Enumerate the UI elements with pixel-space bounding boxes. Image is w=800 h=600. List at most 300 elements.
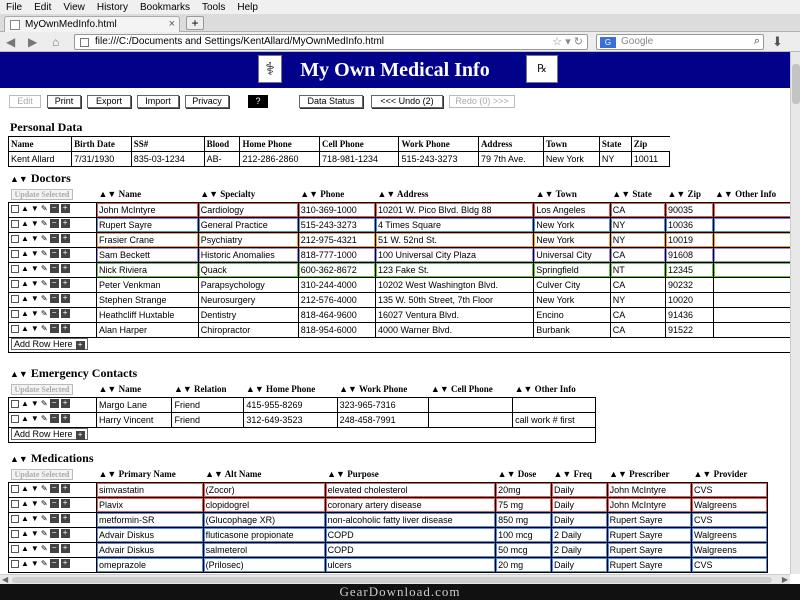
- table-cell[interactable]: (Glucophage XR): [203, 512, 325, 527]
- table-cell[interactable]: COPD: [325, 527, 496, 542]
- add-row-icon[interactable]: +: [61, 414, 70, 423]
- google-icon[interactable]: G: [600, 37, 616, 48]
- table-cell[interactable]: Rupert Sayre: [607, 542, 691, 557]
- move-down-icon[interactable]: ▼: [30, 529, 39, 539]
- select-checkbox[interactable]: [11, 545, 19, 553]
- new-tab-button[interactable]: +: [186, 16, 204, 30]
- move-up-icon[interactable]: ▲: [21, 249, 29, 259]
- table-cell[interactable]: CA: [610, 307, 665, 322]
- add-row-icon[interactable]: +: [61, 324, 70, 333]
- table-cell[interactable]: 850 mg: [496, 512, 552, 527]
- table-cell[interactable]: call work # first: [513, 412, 596, 427]
- table-cell[interactable]: Heathcliff Huxtable: [97, 307, 199, 322]
- table-cell[interactable]: Walgreens: [692, 497, 768, 512]
- select-checkbox[interactable]: [11, 415, 19, 423]
- sort-icon[interactable]: ▲▼: [693, 469, 714, 480]
- delete-row-icon[interactable]: −: [50, 279, 59, 288]
- sort-icon[interactable]: ▲▼: [339, 384, 360, 395]
- table-cell[interactable]: Daily: [551, 497, 607, 512]
- edit-pencil-icon[interactable]: ✎: [40, 204, 48, 214]
- sort-icon[interactable]: ▲▼: [300, 189, 321, 200]
- table-cell[interactable]: [713, 307, 790, 322]
- move-up-icon[interactable]: ▲: [21, 544, 29, 554]
- column-header[interactable]: [375, 187, 533, 202]
- column-header[interactable]: [244, 382, 337, 397]
- table-cell[interactable]: 515-243-3273: [298, 217, 375, 232]
- edit-button[interactable]: Edit: [9, 95, 41, 108]
- add-row-icon[interactable]: +: [61, 559, 70, 568]
- move-up-icon[interactable]: ▲: [21, 309, 29, 319]
- edit-pencil-icon[interactable]: ✎: [40, 309, 48, 319]
- table-cell[interactable]: CA: [610, 202, 665, 217]
- sort-icon[interactable]: ▲▼: [667, 189, 688, 200]
- delete-row-icon[interactable]: −: [50, 219, 59, 228]
- column-header[interactable]: [665, 187, 713, 202]
- table-cell[interactable]: 16027 Ventura Blvd.: [375, 307, 533, 322]
- table-cell[interactable]: 10201 W. Pico Blvd. Bldg 88: [375, 202, 533, 217]
- add-row-icon[interactable]: +: [61, 204, 70, 213]
- table-cell[interactable]: 20mg: [496, 482, 552, 497]
- table-cell[interactable]: Springfield: [534, 262, 611, 277]
- delete-row-icon[interactable]: −: [50, 294, 59, 303]
- delete-row-icon[interactable]: −: [50, 204, 59, 213]
- sort-icon[interactable]: ▲▼: [205, 469, 225, 480]
- table-cell[interactable]: 718-981-1234: [319, 152, 398, 167]
- edit-pencil-icon[interactable]: ✎: [40, 279, 48, 289]
- table-cell[interactable]: 2 Daily: [551, 542, 607, 557]
- column-header[interactable]: [198, 187, 298, 202]
- select-checkbox[interactable]: [11, 250, 19, 258]
- move-up-icon[interactable]: ▲: [21, 324, 29, 334]
- select-checkbox[interactable]: [11, 235, 19, 243]
- menu-edit[interactable]: Edit: [34, 1, 52, 13]
- table-cell[interactable]: [713, 247, 790, 262]
- column-header[interactable]: [496, 467, 552, 482]
- table-cell[interactable]: elevated cholesterol: [325, 482, 496, 497]
- table-cell[interactable]: 20 mg: [496, 557, 552, 572]
- table-cell[interactable]: 7/31/1930: [72, 152, 132, 167]
- table-cell[interactable]: New York: [534, 292, 611, 307]
- select-checkbox[interactable]: [11, 310, 19, 318]
- table-cell[interactable]: 100 Universal City Plaza: [375, 247, 533, 262]
- table-cell[interactable]: Walgreens: [692, 542, 768, 557]
- update-selected-button[interactable]: Update Selected: [11, 189, 74, 200]
- move-down-icon[interactable]: ▼: [30, 544, 39, 554]
- sort-icon[interactable]: ▲▼: [377, 189, 398, 200]
- scroll-right-icon[interactable]: ▶: [781, 575, 788, 584]
- table-cell[interactable]: Encino: [534, 307, 611, 322]
- table-cell[interactable]: [713, 202, 790, 217]
- table-cell[interactable]: salmeterol: [203, 542, 325, 557]
- table-cell[interactable]: 10011: [631, 152, 669, 167]
- update-selected-button[interactable]: Update Selected: [11, 469, 74, 480]
- table-cell[interactable]: 12345: [665, 262, 713, 277]
- sort-icon[interactable]: ▲▼: [245, 384, 266, 395]
- table-cell[interactable]: [713, 292, 790, 307]
- table-cell[interactable]: [713, 322, 790, 337]
- table-cell[interactable]: Nick Riviera: [97, 262, 199, 277]
- sort-icon[interactable]: ▲▼: [10, 454, 28, 464]
- table-cell[interactable]: 10019: [665, 232, 713, 247]
- table-cell[interactable]: Alan Harper: [97, 322, 199, 337]
- table-cell[interactable]: 310-369-1000: [298, 202, 375, 217]
- table-cell[interactable]: Rupert Sayre: [607, 527, 691, 542]
- sort-icon[interactable]: ▲▼: [497, 469, 518, 480]
- add-row-icon[interactable]: +: [61, 399, 70, 408]
- select-checkbox[interactable]: [11, 500, 19, 508]
- edit-pencil-icon[interactable]: ✎: [40, 414, 48, 424]
- edit-pencil-icon[interactable]: ✎: [40, 324, 48, 334]
- table-cell[interactable]: 818-954-6000: [298, 322, 375, 337]
- edit-pencil-icon[interactable]: ✎: [40, 249, 48, 259]
- add-row-icon[interactable]: +: [61, 264, 70, 273]
- table-cell[interactable]: Universal City: [534, 247, 611, 262]
- table-cell[interactable]: Rupert Sayre: [607, 512, 691, 527]
- reload-icon[interactable]: ☆ ▾ ↻: [552, 36, 583, 48]
- table-cell[interactable]: NY: [599, 152, 631, 167]
- edit-pencil-icon[interactable]: ✎: [40, 294, 48, 304]
- table-cell[interactable]: 212-576-4000: [298, 292, 375, 307]
- move-down-icon[interactable]: ▼: [30, 484, 39, 494]
- import-button[interactable]: Import: [137, 95, 179, 108]
- edit-pencil-icon[interactable]: ✎: [40, 559, 48, 569]
- close-tab-icon[interactable]: ×: [168, 18, 175, 30]
- move-down-icon[interactable]: ▼: [30, 264, 39, 274]
- table-cell[interactable]: 415-955-8269: [244, 397, 337, 412]
- table-cell[interactable]: 2 Daily: [551, 527, 607, 542]
- url-bar[interactable]: [74, 34, 588, 50]
- column-header[interactable]: [97, 467, 204, 482]
- delete-row-icon[interactable]: −: [50, 399, 59, 408]
- select-checkbox[interactable]: [11, 265, 19, 273]
- add-row-here-button[interactable]: [11, 428, 88, 440]
- table-cell[interactable]: 312-649-3523: [244, 412, 337, 427]
- edit-pencil-icon[interactable]: ✎: [40, 544, 48, 554]
- move-down-icon[interactable]: ▼: [30, 309, 39, 319]
- table-cell[interactable]: John McIntyre: [607, 482, 691, 497]
- table-cell[interactable]: NY: [610, 217, 665, 232]
- table-cell[interactable]: 835-03-1234: [131, 152, 204, 167]
- table-cell[interactable]: 310-244-4000: [298, 277, 375, 292]
- move-up-icon[interactable]: ▲: [21, 529, 29, 539]
- table-cell[interactable]: CVS: [692, 512, 768, 527]
- table-cell[interactable]: Harry Vincent: [97, 412, 172, 427]
- table-cell[interactable]: Friend: [172, 412, 244, 427]
- sort-icon[interactable]: ▲▼: [430, 384, 451, 395]
- scroll-left-icon[interactable]: ◀: [2, 575, 9, 584]
- table-cell[interactable]: Los Angeles: [534, 202, 611, 217]
- table-cell[interactable]: (Prilosec): [203, 557, 325, 572]
- move-up-icon[interactable]: ▲: [21, 219, 29, 229]
- table-cell[interactable]: Cardiology: [198, 202, 298, 217]
- table-cell[interactable]: 100 mcg: [496, 527, 552, 542]
- column-header[interactable]: [97, 187, 199, 202]
- move-up-icon[interactable]: ▲: [21, 399, 29, 409]
- move-down-icon[interactable]: ▼: [30, 219, 39, 229]
- move-down-icon[interactable]: ▼: [30, 279, 39, 289]
- move-down-icon[interactable]: ▼: [30, 234, 39, 244]
- add-row-icon[interactable]: +: [61, 529, 70, 538]
- move-up-icon[interactable]: ▲: [21, 279, 29, 289]
- table-cell[interactable]: CA: [610, 277, 665, 292]
- edit-pencil-icon[interactable]: ✎: [40, 264, 48, 274]
- sort-icon[interactable]: ▲▼: [715, 189, 736, 200]
- table-cell[interactable]: omeprazole: [97, 557, 204, 572]
- table-cell[interactable]: CA: [610, 247, 665, 262]
- table-cell[interactable]: CA: [610, 322, 665, 337]
- delete-row-icon[interactable]: −: [50, 234, 59, 243]
- table-cell[interactable]: NY: [610, 292, 665, 307]
- move-down-icon[interactable]: ▼: [30, 514, 39, 524]
- help-button[interactable]: ?: [248, 95, 268, 108]
- home-icon[interactable]: ⌂: [52, 35, 60, 49]
- delete-row-icon[interactable]: −: [50, 264, 59, 273]
- table-cell[interactable]: simvastatin: [97, 482, 204, 497]
- table-cell[interactable]: Kent Allard: [9, 152, 72, 167]
- table-cell[interactable]: [713, 232, 790, 247]
- undo-button[interactable]: <<< Undo (2): [371, 95, 443, 108]
- scroll-thumb[interactable]: [792, 64, 800, 104]
- column-header[interactable]: [551, 467, 607, 482]
- move-up-icon[interactable]: ▲: [21, 234, 29, 244]
- delete-row-icon[interactable]: −: [50, 559, 59, 568]
- column-header[interactable]: [513, 382, 596, 397]
- move-up-icon[interactable]: ▲: [21, 484, 29, 494]
- browser-tab[interactable]: [4, 16, 180, 32]
- table-cell[interactable]: 4 Times Square: [375, 217, 533, 232]
- sort-icon[interactable]: ▲▼: [98, 384, 119, 395]
- column-header[interactable]: [337, 382, 429, 397]
- update-selected-button[interactable]: Update Selected: [11, 384, 74, 395]
- add-row-here-button[interactable]: [11, 338, 88, 350]
- redo-button[interactable]: Redo (0) >>>: [449, 95, 515, 108]
- column-header[interactable]: [97, 382, 172, 397]
- table-cell[interactable]: Dentistry: [198, 307, 298, 322]
- sort-icon[interactable]: ▲▼: [200, 189, 221, 200]
- select-checkbox[interactable]: [11, 400, 19, 408]
- print-button[interactable]: Print: [47, 95, 81, 108]
- table-cell[interactable]: 248-458-7991: [337, 412, 429, 427]
- sort-icon[interactable]: ▲▼: [173, 384, 195, 395]
- move-up-icon[interactable]: ▲: [21, 294, 29, 304]
- table-cell[interactable]: 10202 West Washington Blvd.: [375, 277, 533, 292]
- table-cell[interactable]: Culver City: [534, 277, 611, 292]
- menu-bookmarks[interactable]: Bookmarks: [139, 1, 190, 13]
- move-down-icon[interactable]: ▼: [30, 414, 39, 424]
- sort-icon[interactable]: ▲▼: [98, 189, 119, 200]
- sort-icon[interactable]: ▲▼: [553, 469, 574, 480]
- table-cell[interactable]: Burbank: [534, 322, 611, 337]
- table-cell[interactable]: non-alcoholic fatty liver disease: [325, 512, 496, 527]
- table-cell[interactable]: Daily: [551, 482, 607, 497]
- edit-pencil-icon[interactable]: ✎: [40, 499, 48, 509]
- add-row-icon[interactable]: +: [61, 219, 70, 228]
- table-cell[interactable]: [713, 277, 790, 292]
- menu-file[interactable]: File: [6, 1, 23, 13]
- add-row-icon[interactable]: +: [61, 514, 70, 523]
- column-header[interactable]: [203, 467, 325, 482]
- add-row-icon[interactable]: +: [61, 544, 70, 553]
- add-row-icon[interactable]: +: [61, 249, 70, 258]
- delete-row-icon[interactable]: −: [50, 499, 59, 508]
- table-cell[interactable]: Chiropractor: [198, 322, 298, 337]
- table-cell[interactable]: Neurosurgery: [198, 292, 298, 307]
- delete-row-icon[interactable]: −: [50, 309, 59, 318]
- add-row-icon[interactable]: +: [61, 279, 70, 288]
- table-cell[interactable]: 600-362-8672: [298, 262, 375, 277]
- privacy-button[interactable]: Privacy: [185, 95, 229, 108]
- move-up-icon[interactable]: ▲: [21, 264, 29, 274]
- move-up-icon[interactable]: ▲: [21, 204, 29, 214]
- table-cell[interactable]: metformin-SR: [97, 512, 204, 527]
- table-cell[interactable]: 4000 Warner Blvd.: [375, 322, 533, 337]
- table-cell[interactable]: Walgreens: [692, 527, 768, 542]
- export-button[interactable]: Export: [87, 95, 131, 108]
- table-cell[interactable]: 91436: [665, 307, 713, 322]
- table-cell[interactable]: Frasier Crane: [97, 232, 199, 247]
- table-cell[interactable]: Psychiatry: [198, 232, 298, 247]
- move-up-icon[interactable]: ▲: [21, 414, 29, 424]
- data-status-button[interactable]: Data Status: [299, 95, 363, 108]
- move-up-icon[interactable]: ▲: [21, 514, 29, 524]
- table-cell[interactable]: 79 7th Ave.: [478, 152, 543, 167]
- move-up-icon[interactable]: ▲: [21, 559, 29, 569]
- table-cell[interactable]: ulcers: [325, 557, 496, 572]
- column-header[interactable]: [607, 467, 691, 482]
- edit-pencil-icon[interactable]: ✎: [40, 219, 48, 229]
- table-cell[interactable]: New York: [534, 217, 611, 232]
- table-cell[interactable]: NT: [610, 262, 665, 277]
- forward-icon[interactable]: ▶: [28, 35, 38, 49]
- sort-icon[interactable]: ▲▼: [609, 469, 630, 480]
- add-row-icon[interactable]: +: [61, 294, 70, 303]
- scroll-thumb[interactable]: [12, 577, 772, 583]
- column-header[interactable]: [610, 187, 665, 202]
- table-cell[interactable]: Sam Beckett: [97, 247, 199, 262]
- sort-icon[interactable]: ▲▼: [10, 174, 28, 184]
- table-cell[interactable]: 91522: [665, 322, 713, 337]
- sort-icon[interactable]: ▲▼: [98, 469, 119, 480]
- table-cell[interactable]: Advair Diskus: [97, 542, 204, 557]
- column-header[interactable]: [713, 187, 790, 202]
- move-down-icon[interactable]: ▼: [30, 324, 39, 334]
- column-header[interactable]: [172, 382, 244, 397]
- add-row-icon[interactable]: +: [61, 309, 70, 318]
- table-cell[interactable]: 212-286-2860: [240, 152, 319, 167]
- table-cell[interactable]: 91608: [665, 247, 713, 262]
- add-row-icon[interactable]: +: [61, 499, 70, 508]
- table-cell[interactable]: Advair Diskus: [97, 527, 204, 542]
- column-header[interactable]: [298, 187, 375, 202]
- table-cell[interactable]: Parapsychology: [198, 277, 298, 292]
- sort-icon[interactable]: ▲▼: [327, 469, 348, 480]
- table-cell[interactable]: AB-: [204, 152, 240, 167]
- table-cell[interactable]: 51 W. 52nd St.: [375, 232, 533, 247]
- select-checkbox[interactable]: [11, 205, 19, 213]
- table-cell[interactable]: John McIntyre: [607, 497, 691, 512]
- table-cell[interactable]: NY: [610, 232, 665, 247]
- table-cell[interactable]: Daily: [551, 512, 607, 527]
- delete-row-icon[interactable]: −: [50, 514, 59, 523]
- move-down-icon[interactable]: ▼: [30, 294, 39, 304]
- menu-history[interactable]: History: [96, 1, 128, 13]
- table-cell[interactable]: 90035: [665, 202, 713, 217]
- vertical-scrollbar[interactable]: [790, 52, 800, 574]
- menu-view[interactable]: View: [63, 1, 85, 13]
- table-cell[interactable]: (Zocor): [203, 482, 325, 497]
- search-icon[interactable]: ⌕: [753, 35, 760, 47]
- menu-tools[interactable]: Tools: [202, 1, 226, 13]
- table-cell[interactable]: Plavix: [97, 497, 204, 512]
- edit-pencil-icon[interactable]: ✎: [40, 399, 48, 409]
- add-row-icon[interactable]: +: [61, 234, 70, 243]
- table-cell[interactable]: New York: [534, 232, 611, 247]
- sort-icon[interactable]: ▲▼: [535, 189, 556, 200]
- move-down-icon[interactable]: ▼: [30, 399, 39, 409]
- table-cell[interactable]: 10036: [665, 217, 713, 232]
- table-cell[interactable]: [713, 262, 790, 277]
- select-checkbox[interactable]: [11, 325, 19, 333]
- select-checkbox[interactable]: [11, 485, 19, 493]
- edit-pencil-icon[interactable]: ✎: [40, 484, 48, 494]
- table-cell[interactable]: Friend: [172, 397, 244, 412]
- delete-row-icon[interactable]: −: [50, 324, 59, 333]
- column-header[interactable]: [692, 467, 768, 482]
- table-cell[interactable]: [513, 397, 596, 412]
- table-cell[interactable]: CVS: [692, 482, 768, 497]
- sort-icon[interactable]: ▲▼: [10, 369, 28, 379]
- table-cell[interactable]: [429, 412, 513, 427]
- table-cell[interactable]: COPD: [325, 542, 496, 557]
- table-cell[interactable]: [429, 397, 513, 412]
- table-cell[interactable]: General Practice: [198, 217, 298, 232]
- search-bar[interactable]: [596, 34, 764, 50]
- table-cell[interactable]: 323-965-7316: [337, 397, 429, 412]
- table-cell[interactable]: 90232: [665, 277, 713, 292]
- column-header[interactable]: [534, 187, 611, 202]
- sort-icon[interactable]: ▲▼: [514, 384, 535, 395]
- table-cell[interactable]: [713, 217, 790, 232]
- table-cell[interactable]: 135 W. 50th Street, 7th Floor: [375, 292, 533, 307]
- table-cell[interactable]: Rupert Sayre: [97, 217, 199, 232]
- column-header[interactable]: [429, 382, 513, 397]
- select-checkbox[interactable]: [11, 280, 19, 288]
- edit-pencil-icon[interactable]: ✎: [40, 514, 48, 524]
- table-cell[interactable]: 818-777-1000: [298, 247, 375, 262]
- move-down-icon[interactable]: ▼: [30, 559, 39, 569]
- table-cell[interactable]: 10020: [665, 292, 713, 307]
- edit-pencil-icon[interactable]: ✎: [40, 234, 48, 244]
- select-checkbox[interactable]: [11, 560, 19, 568]
- menu-help[interactable]: Help: [237, 1, 258, 13]
- table-cell[interactable]: Peter Venkman: [97, 277, 199, 292]
- table-cell[interactable]: John McIntyre: [97, 202, 199, 217]
- table-cell[interactable]: coronary artery disease: [325, 497, 496, 512]
- delete-row-icon[interactable]: −: [50, 249, 59, 258]
- table-cell[interactable]: clopidogrel: [203, 497, 325, 512]
- back-icon[interactable]: ◀: [6, 35, 16, 49]
- move-down-icon[interactable]: ▼: [30, 249, 39, 259]
- move-down-icon[interactable]: ▼: [30, 204, 39, 214]
- download-icon[interactable]: ⬇: [772, 34, 783, 49]
- table-cell[interactable]: 818-464-9600: [298, 307, 375, 322]
- table-cell[interactable]: 123 Fake St.: [375, 262, 533, 277]
- table-cell[interactable]: 50 mcg: [496, 542, 552, 557]
- sort-icon[interactable]: ▲▼: [612, 189, 633, 200]
- select-checkbox[interactable]: [11, 295, 19, 303]
- select-checkbox[interactable]: [11, 515, 19, 523]
- table-cell[interactable]: Rupert Sayre: [607, 557, 691, 572]
